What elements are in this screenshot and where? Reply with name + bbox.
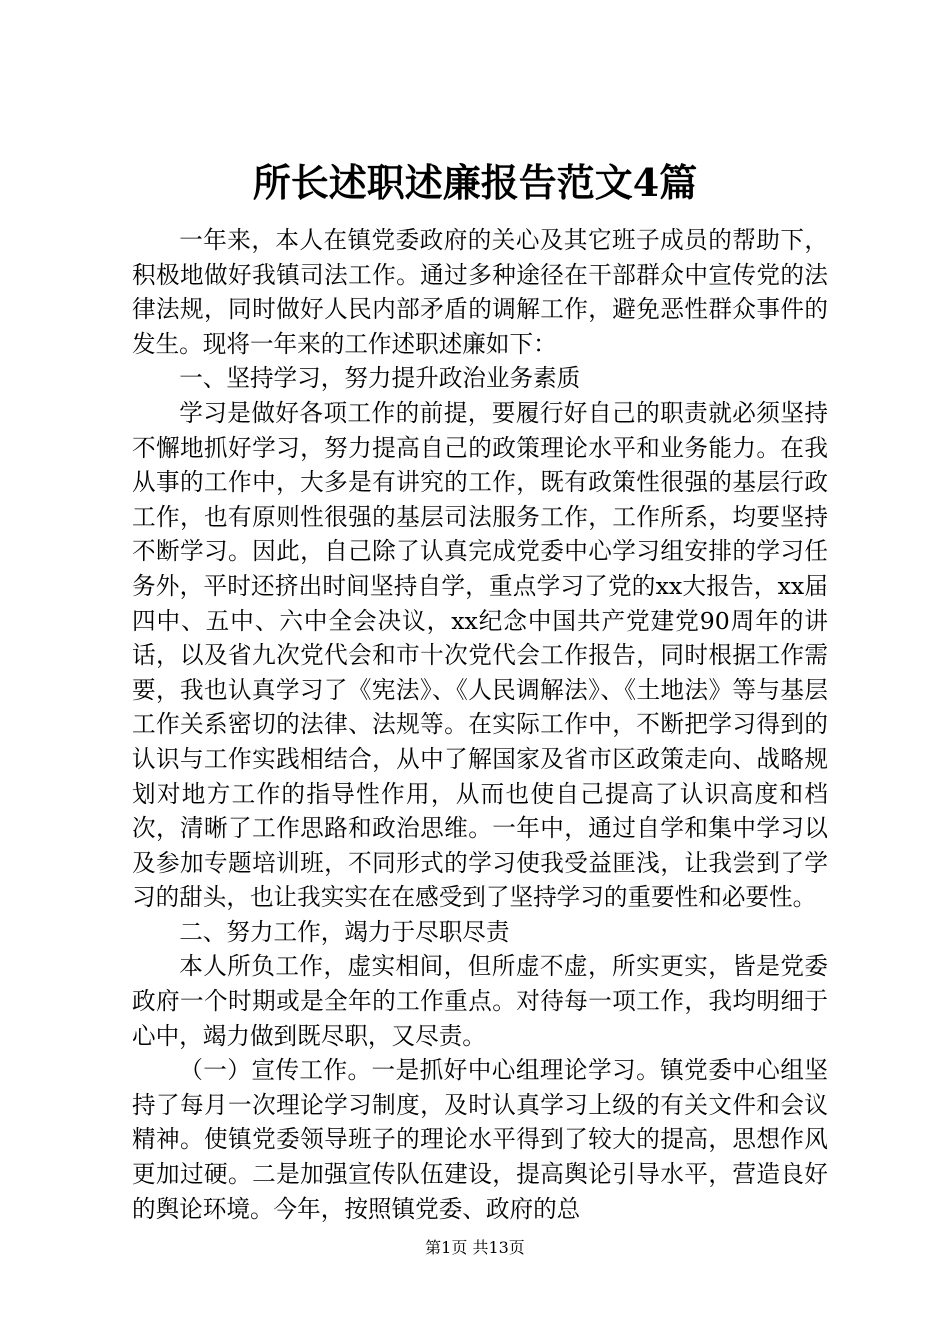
paragraph-intro: 一年来，本人在镇党委政府的关心及其它班子成员的帮助下，积极地做好我镇司法工作。通过多种途径在干部群众中宣传党的法律法规，同时做好人民内部矛盾的调解工作，避免恶性群众事件的发生。现将一年来的工作述职述廉如下： [132,226,828,358]
section-heading-2: 二、努力工作，竭力于尽职尽责 [179,917,510,946]
document-title: 所长述职述廉报告范文4篇 [252,160,698,205]
paragraph-duty: 本人所负工作，虚实相间，但所虚不虚，所实更实，皆是党委政府一个时期或是全年的工作重点。对待每一项工作，我均明细于心中，竭力做到既尽职，又尽责。 [132,952,828,1050]
paragraph-study: 学习是做好各项工作的前提，要履行好自己的职责就必须坚持不懈地抓好学习，努力提高自己的政策理论水平和业务能力。在我从事的工作中，大多是有讲究的工作，既有政策性很强的基层行政工作，也有原则性很强的基层司法服务工作，工作所系，均要坚持不断学习。因此，自己除了认真完成党委中心学习组安排的学习任务外，平时还挤出时间坚持自学，重点学习了党的xx大报告，xx届四中、五中、六中全会决议，xx纪念中国共产党建党90周年的讲话，以及省九次党代会和市十次党代会工作报告，同时根据工作需要，我也认真学习了《宪法》、《人民调解法》、《土地法》等与基层工作关系密切的法律、法规等。在实际工作中，不断把学习得到的认识与工作实践相结合，从中了解国家及省市区政策走向、战略规划对地方工作的指导性作用，从而也使自己提高了认识高度和档次，清晰了工作思路和政治思维。一年中，通过自学和集中学习以及参加专题培训班，不同形式的学习使我受益匪浅，让我尝到了学习的甜头，也让我实实在在感受到了坚持学习的重要性和必要性。 [132,398,828,912]
document-body [132,223,828,1226]
page-footer: 第1页 共13页 [425,1238,525,1257]
section-heading-1: 一、坚持学习，努力提升政治业务素质 [179,364,581,393]
paragraph-publicity: （一）宣传工作。一是抓好中心组理论学习。镇党委中心组坚持了每月一次理论学习制度，及时认真学习上级的有关文件和会议精神。使镇党委领导班子的理论水平得到了较大的提高，思想作风更加过硬。二是加强宣传队伍建设，提高舆论引导水平，营造良好的舆论环境。今年，按照镇党委、政府的总 [132,1056,828,1223]
